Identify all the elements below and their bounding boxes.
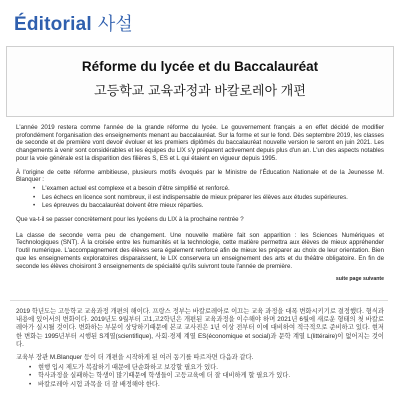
article-body-ko bbox=[16, 308, 384, 389]
list-item: • Les épreuves du baccalauréat doivent être mieux réparties. bbox=[42, 202, 384, 210]
list-item: • Les échecs en licence sont nombreux, il est indispensable de mieux préparer les élèves aux études supérieures. bbox=[42, 194, 384, 202]
editorial-header bbox=[14, 10, 133, 36]
objectives-intro: À l'origine de cette réforme ambitieuse, plusieurs motifs évoqués par le Ministre de l'Éducation Nationale et de la Jeunesse M. Blanquer : bbox=[16, 168, 384, 184]
ko-objectives-list bbox=[16, 364, 384, 389]
intro-paragraph: L'année 2019 restera comme l'année de la grande réforme du lycée. Le gouvernement français a en effet décidé de modifier profondément l'organisation des enseignements menant au baccalauréat. Sur la forme et sur le fond. Dès septembre 2019, les classes de seconde et de première vont devoir évoluer et les premiers diplômés du baccalauréat nouvelle version le seront en juin 2021. Les changements à venir sont considérables et les équipes du LIX s'y préparent activement depuis plus d'un an. L'un des aspects notables pour la voie générale est la disparition des filières S, ES et L qui étaient en vigueur depuis 1995. bbox=[16, 124, 384, 162]
seconde-paragraph: La classe de seconde verra peu de changement. Une nouvelle matière fait son apparition : les Sciences Numériques et Technologiques (SNT). À la croisée entre les humanités et la technologie, cette matière permettra aux élèves de mieux appréhender l'outil numérique. L'accompagnement des élèves sera également renforcé afin de mieux les préparer au choix de leur orientation. Bien que les enseignements exploratoires disparaissent, le LIX conservera un enseignement des arts et du théâtre obligatoire. En fin de seconde les élèves choisiront 3 enseignements de spécialité qu'ils suivront toute l'année de première. bbox=[16, 231, 384, 270]
list-item: • 학사과정을 실패하는 학생이 많기때문에 학생들이 고등교육에 더 잘 대비하게 할 필요가 있다. bbox=[38, 372, 384, 380]
editorial-title-ko: 사설 bbox=[97, 14, 133, 34]
list-item: • 현행 입시 제도가 복잡하기 때문에 단순화하고 보강할 필요가 있다. bbox=[38, 364, 384, 372]
editorial-title-fr: Éditorial bbox=[14, 14, 92, 35]
article-title-fr: Réforme du lycée et du Baccalauréat bbox=[81, 59, 319, 74]
ko-objectives-intro: 교육부 장관 M.Blanquer 등이 더 개편을 시작하게 된 여러 동기를 따르자면 다음과 같다. bbox=[16, 354, 254, 362]
question-paragraph: Que va-t-il se passer concrètement pour les lycéens du LIX à la prochaine rentrée ? bbox=[16, 216, 244, 224]
list-item: • 바칼로레아 시험 과목을 더 잘 배정해야 한다. bbox=[38, 381, 384, 389]
article-title-ko: 고등학교 교육과정과 바칼로레아 개편 bbox=[94, 83, 306, 98]
article-body-fr bbox=[16, 124, 384, 284]
article-title-box bbox=[6, 46, 394, 117]
list-item: • L'examen actuel est complexe et a besoin d'être simplifié et renforcé. bbox=[42, 185, 384, 193]
objectives-list bbox=[16, 185, 384, 210]
section-divider bbox=[10, 300, 388, 301]
continued-note: suite page suivante bbox=[335, 276, 384, 283]
ko-intro-paragraph: 2019 학년도는 고등학교 교육과정 개편의 해이다. 프랑스 정부는 바칼로레아로 이끄는 교육 과정을 대폭 변화시키기로 결정했다. 형식과 내용에 있어서의 변화이다. 2019년도 9월부터 고1,고2학년은 개편된 교육과정을 이수해야 하며 2021년 6월에 새로운 형태의 첫 바칼로레아가 실시될 것이다. 변화하는 부분이 상당하기때문에 본교 교사진은 1년 이상 전부터 이에 대비하여 적극적으로 준비하고 있다. 현저한 변화는 1995년부터 시행된 S계열(scientifique), 사회·경제 계열 ES(économique et social)과 문학 계열 L(littéraire)이 없어지는 것이다. bbox=[16, 308, 384, 348]
